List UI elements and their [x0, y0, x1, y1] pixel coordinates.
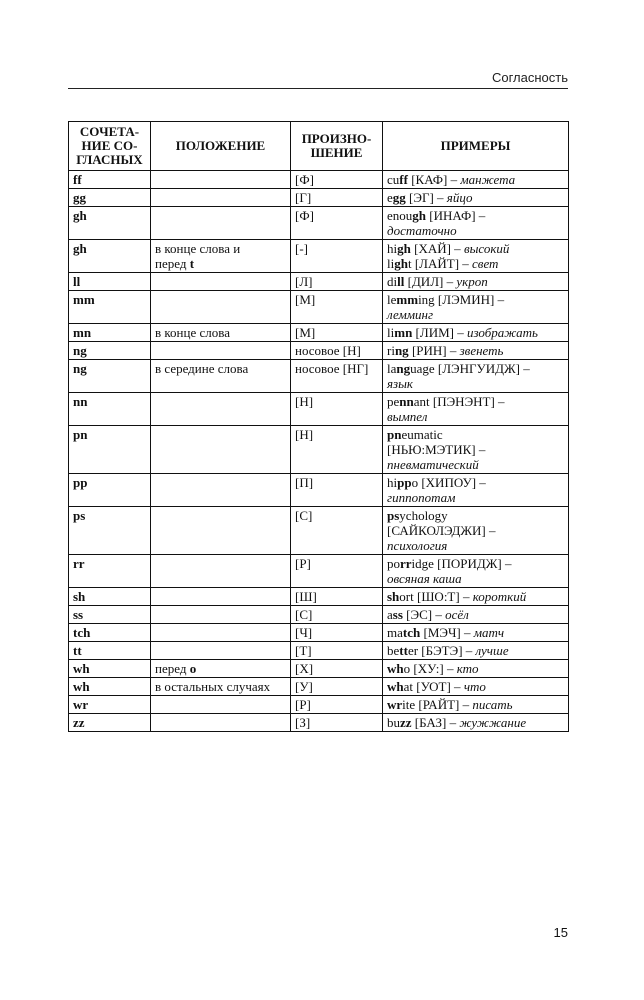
text-run: ort [ШО:Т] –	[399, 589, 473, 604]
position-cell	[151, 171, 291, 189]
position-cell	[151, 393, 291, 426]
text-run: ri	[387, 343, 395, 358]
combination-cell: gg	[69, 189, 151, 207]
header-title: Согласность	[491, 70, 568, 85]
position-line: в конце слова и	[155, 241, 241, 256]
combination-cell: tch	[69, 624, 151, 642]
pronunciation-cell: [Н]	[291, 426, 383, 474]
combination-cell: mm	[69, 291, 151, 324]
text-run: hi	[387, 241, 398, 256]
translation-text: звенеть	[459, 343, 504, 358]
text-run: bu	[387, 715, 400, 730]
position-cell	[151, 240, 291, 273]
table-row	[69, 189, 569, 207]
position-cell	[151, 273, 291, 291]
example-cell	[383, 240, 569, 273]
pronunciation-cell: [Г]	[291, 189, 383, 207]
column-header-position	[151, 122, 291, 171]
translation-text: достаточно	[387, 223, 457, 238]
table-row	[69, 426, 569, 474]
position-cell	[151, 555, 291, 588]
pronunciation-cell: [Т]	[291, 642, 383, 660]
combination-cell: rr	[69, 555, 151, 588]
pronunciation-cell: носовое [НГ]	[291, 360, 383, 393]
example-cell	[383, 507, 569, 555]
pronunciation-cell: [С]	[291, 606, 383, 624]
position-cell: в остальных случаях	[151, 678, 291, 696]
consonant-combinations-table	[68, 121, 569, 732]
pronunciation-cell: [У]	[291, 678, 383, 696]
combination-cell: ss	[69, 606, 151, 624]
text-run: ychology	[399, 508, 448, 523]
highlighted-letters: ng	[396, 361, 411, 376]
example-cell	[383, 714, 569, 732]
translation-text: короткий	[472, 589, 527, 604]
highlighted-letters: mm	[396, 292, 419, 307]
column-header-line: ПОЛОЖЕНИЕ	[175, 138, 266, 153]
highlighted-letters: gh	[412, 208, 427, 223]
table-row	[69, 474, 569, 507]
text-run: eumatic	[401, 427, 443, 442]
text-run: [ДИЛ] –	[404, 274, 457, 289]
table-row	[69, 342, 569, 360]
table-row	[69, 588, 569, 606]
highlighted-letters: sh	[387, 589, 400, 604]
translation-text: психология	[387, 538, 448, 553]
text-run: li	[387, 256, 395, 271]
table-row	[69, 606, 569, 624]
example-cell	[383, 360, 569, 393]
highlighted-letters: nn	[399, 394, 414, 409]
highlighted-letters: rr	[400, 556, 412, 571]
position-cell	[151, 714, 291, 732]
position-cell	[151, 588, 291, 606]
highlighted-letters: ff	[399, 172, 408, 187]
column-header-line: НИЕ СО-	[81, 138, 138, 153]
text-run: be	[387, 643, 400, 658]
example-cell	[383, 678, 569, 696]
combination-cell: mn	[69, 324, 151, 342]
highlighted-letters: wh	[387, 679, 404, 694]
position-cell: в конце слова	[151, 324, 291, 342]
text-run: le	[387, 292, 397, 307]
pronunciation-cell: [Ш]	[291, 588, 383, 606]
position-cell	[151, 507, 291, 555]
position-cell	[151, 207, 291, 240]
combination-cell: ng	[69, 360, 151, 393]
column-header-line: ГЛАСНЫХ	[76, 152, 143, 167]
highlighted-letters: tch	[402, 625, 421, 640]
example-cell	[383, 660, 569, 678]
position-cell: в середине слова	[151, 360, 291, 393]
combination-cell: pn	[69, 426, 151, 474]
example-cell	[383, 426, 569, 474]
translation-text: жужжание	[459, 715, 527, 730]
example-cell	[383, 696, 569, 714]
highlighted-letters: gh	[394, 256, 408, 271]
text-run: [НЬЮ:МЭТИК] –	[387, 442, 486, 457]
pronunciation-cell: носовое [Н]	[291, 342, 383, 360]
highlighted-letters: pn	[387, 427, 402, 442]
table-body	[69, 171, 569, 732]
highlighted-letters: ll	[397, 274, 405, 289]
translation-text: овсяная каша	[387, 571, 462, 586]
combination-cell: wr	[69, 696, 151, 714]
example-cell	[383, 273, 569, 291]
highlighted-letters: wh	[387, 661, 404, 676]
table-row	[69, 714, 569, 732]
text-run: [ХАЙ] –	[410, 241, 464, 256]
position-cell	[151, 606, 291, 624]
example-cell	[383, 624, 569, 642]
table-row	[69, 507, 569, 555]
table-row	[69, 207, 569, 240]
text-run: uage [ЛЭНГУИДЖ] –	[410, 361, 530, 376]
example-cell	[383, 342, 569, 360]
text-run: po	[387, 556, 400, 571]
text-run: idge [ПОРИДЖ] –	[411, 556, 512, 571]
translation-text: гиппопотам	[387, 490, 456, 505]
text-run: [САЙКОЛЭДЖИ] –	[387, 523, 496, 538]
text-run: ing [ЛЭМИН] –	[418, 292, 505, 307]
combination-cell: sh	[69, 588, 151, 606]
example-cell	[383, 207, 569, 240]
table-row	[69, 678, 569, 696]
position-cell	[151, 342, 291, 360]
column-header-line: ШЕНИЕ	[310, 145, 363, 160]
highlighted-letters: o	[189, 661, 197, 676]
position-cell	[151, 189, 291, 207]
text-run: [ЭГ] –	[405, 190, 447, 205]
text-run: o [ХИПОУ] –	[411, 475, 486, 490]
table-row	[69, 324, 569, 342]
combination-cell: ll	[69, 273, 151, 291]
column-header-line: ПРИМЕРЫ	[440, 138, 511, 153]
text-run: o [ХУ:] –	[403, 661, 457, 676]
text-run: li	[387, 325, 395, 340]
table-row	[69, 273, 569, 291]
table-row	[69, 291, 569, 324]
position-cell	[151, 696, 291, 714]
text-run: la	[387, 361, 397, 376]
column-header-line: СОЧЕТА-	[79, 124, 140, 139]
table-row	[69, 171, 569, 189]
translation-text: язык	[387, 376, 413, 391]
position-cell	[151, 624, 291, 642]
highlighted-letters: tt	[399, 643, 408, 658]
text-run: er [БЭТЭ] –	[407, 643, 476, 658]
combination-cell: gh	[69, 207, 151, 240]
pronunciation-cell: [Ф]	[291, 207, 383, 240]
translation-text: укроп	[456, 274, 488, 289]
text-run: di	[387, 274, 398, 289]
translation-text: яйцо	[446, 190, 473, 205]
text-run: [ИНАФ] –	[426, 208, 486, 223]
table-header-row	[69, 122, 569, 171]
position-cell	[151, 291, 291, 324]
text-run: hi	[387, 475, 398, 490]
translation-text: что	[463, 679, 486, 694]
text-run: [ЭС] –	[402, 607, 446, 622]
highlighted-letters: ss	[392, 607, 403, 622]
table-row	[69, 360, 569, 393]
column-header-examples	[383, 122, 569, 171]
position-cell	[151, 642, 291, 660]
translation-text: манжета	[460, 172, 516, 187]
example-cell	[383, 291, 569, 324]
highlighted-letters: gh	[397, 241, 411, 256]
table-row	[69, 642, 569, 660]
combination-cell: zz	[69, 714, 151, 732]
combination-cell: ps	[69, 507, 151, 555]
pronunciation-cell: [Ч]	[291, 624, 383, 642]
text-run: ma	[387, 625, 403, 640]
text-run: cu	[387, 172, 400, 187]
pronunciation-cell: [Н]	[291, 393, 383, 426]
pronunciation-cell: [М]	[291, 291, 383, 324]
translation-text: изображать	[466, 325, 538, 340]
highlighted-letters: ng	[394, 343, 409, 358]
example-cell	[383, 474, 569, 507]
translation-text: лемминг	[387, 307, 434, 322]
text-run: [КАФ] –	[407, 172, 461, 187]
table-row	[69, 555, 569, 588]
highlighted-letters: pp	[397, 475, 412, 490]
running-header	[68, 66, 568, 89]
pronunciation-cell: [З]	[291, 714, 383, 732]
text-run: [ЛИМ] –	[412, 325, 467, 340]
highlighted-letters: wr	[387, 697, 403, 712]
combination-cell: pp	[69, 474, 151, 507]
example-cell	[383, 642, 569, 660]
translation-text: кто	[456, 661, 479, 676]
column-header-pronunciation	[291, 122, 383, 171]
combination-cell: wh	[69, 678, 151, 696]
translation-text: матч	[473, 625, 505, 640]
combination-cell: wh	[69, 660, 151, 678]
combination-cell: nn	[69, 393, 151, 426]
example-cell	[383, 555, 569, 588]
position-cell	[151, 426, 291, 474]
pronunciation-cell: [С]	[291, 507, 383, 555]
text-run: [БАЗ] –	[411, 715, 460, 730]
highlighted-letters: mn	[394, 325, 413, 340]
example-cell	[383, 324, 569, 342]
translation-text: писать	[472, 697, 513, 712]
translation-text: высокий	[463, 241, 510, 256]
combination-cell: gh	[69, 240, 151, 273]
example-cell	[383, 393, 569, 426]
text-run: перед	[155, 661, 190, 676]
column-header-combination	[69, 122, 151, 171]
pronunciation-cell: [Ф]	[291, 171, 383, 189]
pronunciation-cell: [-]	[291, 240, 383, 273]
combination-cell: ng	[69, 342, 151, 360]
text-run: [МЭЧ] –	[420, 625, 474, 640]
pronunciation-cell: [Р]	[291, 555, 383, 588]
text-run: enou	[387, 208, 413, 223]
table-row	[69, 393, 569, 426]
text-run: pe	[387, 394, 400, 409]
example-cell	[383, 171, 569, 189]
translation-text: вымпел	[387, 409, 428, 424]
table-row	[69, 240, 569, 273]
pronunciation-cell: [П]	[291, 474, 383, 507]
text-run: ite [РАЙТ] –	[402, 697, 473, 712]
pronunciation-cell: [Р]	[291, 696, 383, 714]
combination-cell: tt	[69, 642, 151, 660]
pronunciation-cell: [Х]	[291, 660, 383, 678]
translation-text: свет	[472, 256, 499, 271]
text-run: t [ЛАЙТ] –	[407, 256, 473, 271]
highlighted-letters: gg	[392, 190, 406, 205]
position-cell	[151, 474, 291, 507]
table-row	[69, 660, 569, 678]
highlighted-letters: zz	[400, 715, 412, 730]
translation-text: осёл	[445, 607, 469, 622]
page-number: 15	[553, 925, 568, 940]
position-cell	[151, 660, 291, 678]
column-header-line: ПРОИЗНО-	[301, 131, 372, 146]
text-run: at [УОТ] –	[403, 679, 464, 694]
pronunciation-cell: [Л]	[291, 273, 383, 291]
table-row	[69, 696, 569, 714]
position-line: перед t	[155, 256, 195, 271]
text-run: a	[387, 607, 393, 622]
text-run: e	[387, 190, 393, 205]
combination-cell: ff	[69, 171, 151, 189]
example-cell	[383, 606, 569, 624]
text-run: ant [ПЭНЭНТ] –	[413, 394, 505, 409]
example-cell	[383, 189, 569, 207]
example-cell	[383, 588, 569, 606]
translation-text: лучше	[475, 643, 509, 658]
text-run: [РИН] –	[408, 343, 460, 358]
translation-text: пневматический	[387, 457, 479, 472]
highlighted-letters: ps	[387, 508, 400, 523]
pronunciation-cell: [М]	[291, 324, 383, 342]
table-row	[69, 624, 569, 642]
